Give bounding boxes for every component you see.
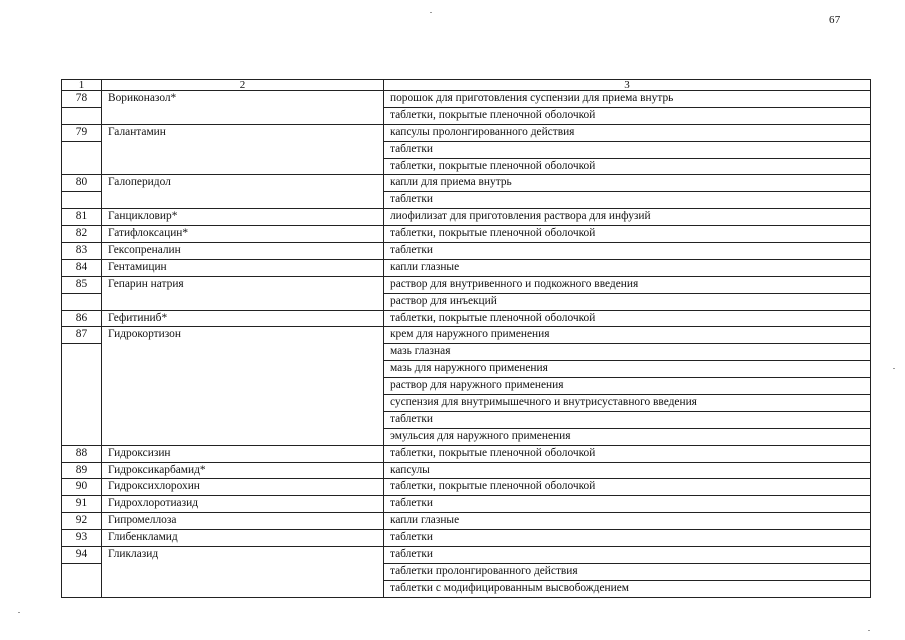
drug-name — [102, 395, 384, 412]
entry-number: 84 — [62, 259, 102, 276]
entry-number: 87 — [62, 327, 102, 344]
entry-number: 80 — [62, 175, 102, 192]
dosage-form: капли глазные — [384, 259, 871, 276]
drug-name — [102, 378, 384, 395]
drug-name — [102, 563, 384, 580]
dosage-form: суспензия для внутримышечного и внутрисуставного введения — [384, 395, 871, 412]
dosage-form: таблетки с модифицированным высвобождением — [384, 580, 871, 597]
drug-name: Галоперидол — [102, 175, 384, 192]
table-row — [62, 259, 871, 276]
dosage-form: таблетки, покрытые пленочной оболочкой — [384, 310, 871, 327]
table-row — [62, 547, 871, 564]
table-row — [62, 428, 871, 445]
table-row — [62, 530, 871, 547]
entry-number: 78 — [62, 91, 102, 108]
drug-name: Гипромеллоза — [102, 513, 384, 530]
drug-name — [102, 141, 384, 158]
drug-name — [102, 411, 384, 428]
entry-number: 86 — [62, 310, 102, 327]
entry-number — [62, 378, 102, 395]
dosage-form: мазь глазная — [384, 344, 871, 361]
dosage-form: таблетки, покрытые пленочной оболочкой — [384, 479, 871, 496]
drug-table — [61, 79, 871, 598]
dosage-form: таблетки — [384, 141, 871, 158]
dosage-form: капли глазные — [384, 513, 871, 530]
dosage-form: таблетки — [384, 547, 871, 564]
dosage-form: лиофилизат для приготовления раствора для инфузий — [384, 209, 871, 226]
entry-number — [62, 192, 102, 209]
drug-name: Гидроксизин — [102, 445, 384, 462]
drug-name: Гефитиниб* — [102, 310, 384, 327]
drug-name: Вориконазол* — [102, 91, 384, 108]
dosage-form: таблетки — [384, 496, 871, 513]
drug-name: Гидрохлоротиазид — [102, 496, 384, 513]
drug-name — [102, 361, 384, 378]
table-row — [62, 175, 871, 192]
drug-name: Гатифлоксацин* — [102, 226, 384, 243]
drug-name — [102, 428, 384, 445]
drug-name: Гликлазид — [102, 547, 384, 564]
table-row — [62, 580, 871, 597]
table-row — [62, 124, 871, 141]
drug-name: Гексопреналин — [102, 243, 384, 260]
table-row — [62, 141, 871, 158]
scan-speck — [430, 12, 432, 13]
table-row — [62, 226, 871, 243]
table-row — [62, 395, 871, 412]
dosage-form: таблетки пролонгированного действия — [384, 563, 871, 580]
table-row — [62, 327, 871, 344]
entry-number: 90 — [62, 479, 102, 496]
entry-number: 92 — [62, 513, 102, 530]
entry-number — [62, 344, 102, 361]
header-cell-2: 2 — [102, 80, 384, 91]
table-row — [62, 479, 871, 496]
entry-number — [62, 141, 102, 158]
dosage-form: таблетки, покрытые пленочной оболочкой — [384, 226, 871, 243]
entry-number: 91 — [62, 496, 102, 513]
page-number: 67 — [829, 14, 841, 26]
table-row — [62, 462, 871, 479]
entry-number: 82 — [62, 226, 102, 243]
table-row — [62, 513, 871, 530]
dosage-form: таблетки, покрытые пленочной оболочкой — [384, 445, 871, 462]
entry-number — [62, 428, 102, 445]
table-row — [62, 243, 871, 260]
entry-number — [62, 293, 102, 310]
dosage-form: капсулы пролонгированного действия — [384, 124, 871, 141]
drug-name: Глибенкламид — [102, 530, 384, 547]
dosage-form: раствор для внутривенного и подкожного введения — [384, 276, 871, 293]
entry-number: 93 — [62, 530, 102, 547]
dosage-form: раствор для инъекций — [384, 293, 871, 310]
drug-name: Галантамин — [102, 124, 384, 141]
dosage-form: капли для приема внутрь — [384, 175, 871, 192]
table-row — [62, 209, 871, 226]
drug-name — [102, 580, 384, 597]
table-row — [62, 158, 871, 175]
scan-speck — [18, 612, 20, 613]
drug-name: Ганцикловир* — [102, 209, 384, 226]
header-cell-1: 1 — [62, 80, 102, 91]
drug-name — [102, 107, 384, 124]
entry-number: 89 — [62, 462, 102, 479]
drug-name — [102, 158, 384, 175]
entry-number: 79 — [62, 124, 102, 141]
table-row — [62, 107, 871, 124]
entry-number — [62, 411, 102, 428]
entry-number — [62, 563, 102, 580]
dosage-form: таблетки, покрытые пленочной оболочкой — [384, 107, 871, 124]
dosage-form: раствор для наружного применения — [384, 378, 871, 395]
dosage-form: таблетки, покрытые пленочной оболочкой — [384, 158, 871, 175]
table-header-row — [62, 80, 871, 91]
table-row — [62, 411, 871, 428]
entry-number: 83 — [62, 243, 102, 260]
entry-number — [62, 158, 102, 175]
entry-number — [62, 580, 102, 597]
dosage-form: таблетки — [384, 243, 871, 260]
entry-number — [62, 361, 102, 378]
table-body — [62, 80, 871, 598]
table-row — [62, 344, 871, 361]
drug-name: Гидроксихлорохин — [102, 479, 384, 496]
dosage-form: эмульсия для наружного применения — [384, 428, 871, 445]
table-row — [62, 192, 871, 209]
table-row — [62, 293, 871, 310]
dosage-form: крем для наружного применения — [384, 327, 871, 344]
table-row — [62, 445, 871, 462]
table-row — [62, 563, 871, 580]
drug-name: Гентамицин — [102, 259, 384, 276]
table-row — [62, 361, 871, 378]
drug-name — [102, 344, 384, 361]
dosage-form: порошок для приготовления суспензии для приема внутрь — [384, 91, 871, 108]
scan-speck — [868, 630, 870, 631]
entry-number: 81 — [62, 209, 102, 226]
drug-name: Гидрокортизон — [102, 327, 384, 344]
table-row — [62, 91, 871, 108]
dosage-form: мазь для наружного применения — [384, 361, 871, 378]
drug-name — [102, 293, 384, 310]
dosage-form: таблетки — [384, 192, 871, 209]
dosage-form: таблетки — [384, 530, 871, 547]
table-row — [62, 276, 871, 293]
entry-number — [62, 107, 102, 124]
entry-number: 85 — [62, 276, 102, 293]
drug-name: Гидроксикарбамид* — [102, 462, 384, 479]
entry-number: 94 — [62, 547, 102, 564]
scan-speck — [893, 368, 895, 369]
dosage-form: капсулы — [384, 462, 871, 479]
table-row — [62, 496, 871, 513]
header-cell-3: 3 — [384, 80, 871, 91]
table-row — [62, 310, 871, 327]
dosage-form: таблетки — [384, 411, 871, 428]
drug-name — [102, 192, 384, 209]
entry-number: 88 — [62, 445, 102, 462]
drug-name: Гепарин натрия — [102, 276, 384, 293]
entry-number — [62, 395, 102, 412]
table-row — [62, 378, 871, 395]
